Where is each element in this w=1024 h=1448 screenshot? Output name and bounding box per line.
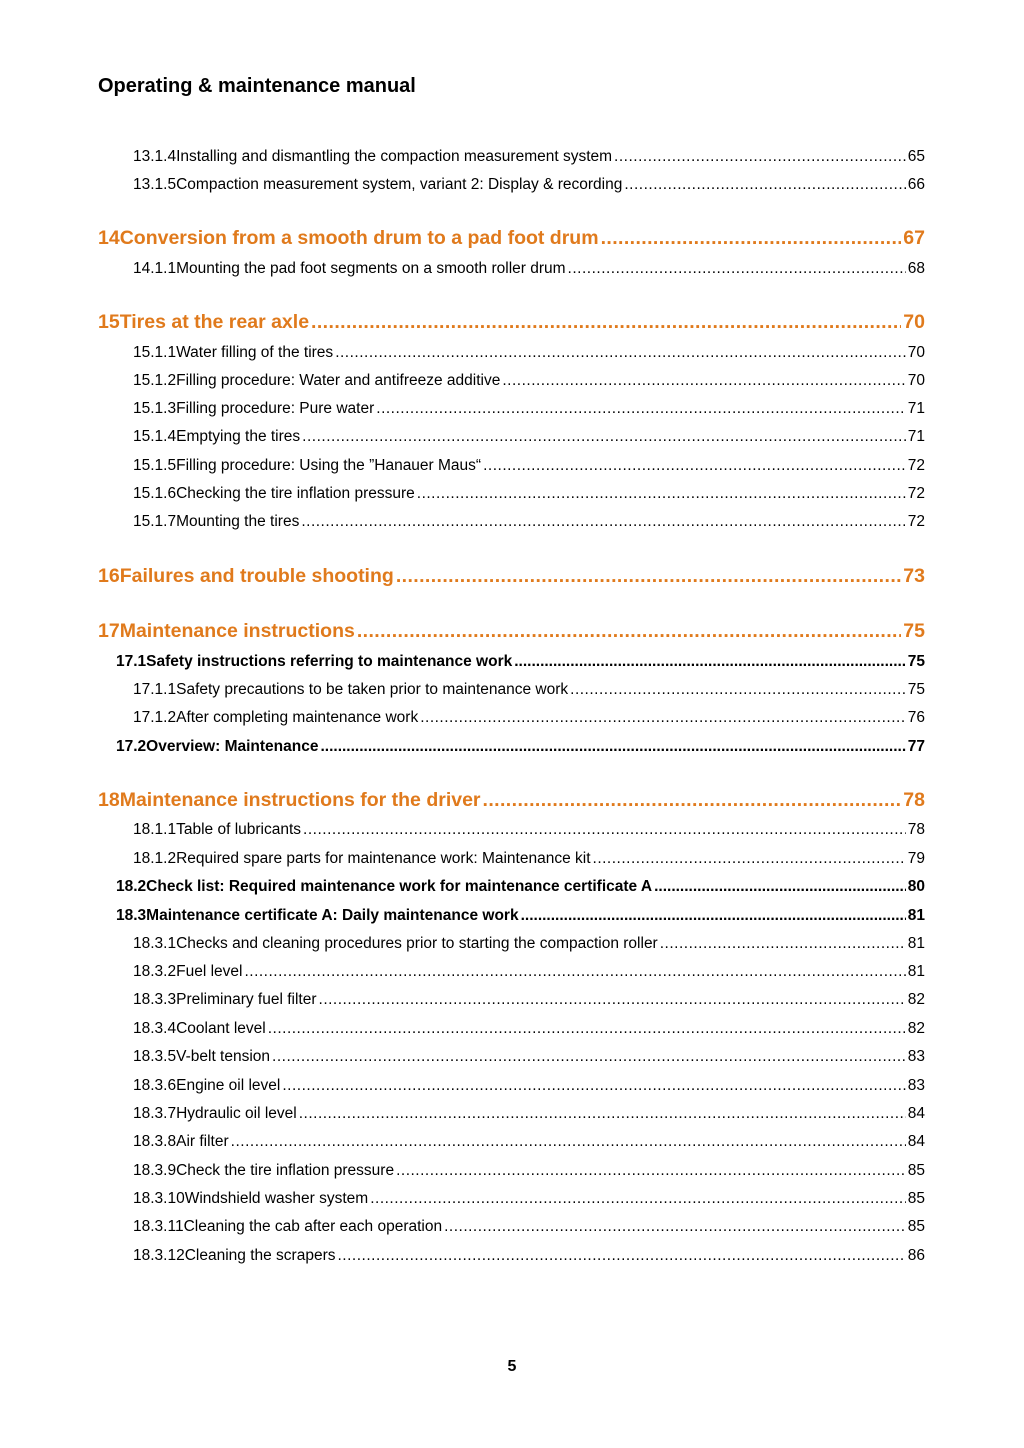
toc-chapter-entry[interactable]: [98, 620, 925, 646]
toc-subsection-entry[interactable]: [133, 400, 925, 420]
toc-entry-page: 83: [907, 1077, 925, 1094]
toc-entry-page: 82: [907, 1020, 925, 1037]
toc-entry-number: 18.3.8: [133, 1133, 177, 1150]
toc-entry-title: Cleaning the cab after each operation: [183, 1218, 443, 1235]
toc-entry-page: 71: [907, 400, 925, 417]
toc-dot-leader: [514, 653, 906, 671]
toc-entry-page: 66: [907, 176, 925, 193]
toc-entry-title: Tires at the rear axle: [119, 311, 310, 333]
toc-entry-page: 85: [907, 1218, 925, 1235]
document-header: Operating & maintenance manual: [98, 75, 416, 97]
toc-dot-leader: [272, 1048, 906, 1066]
toc-dot-leader: [483, 789, 902, 812]
toc-subsection-entry[interactable]: [133, 260, 925, 280]
toc-entry-page: 65: [907, 148, 925, 165]
toc-entry-title: Filling procedure: Water and antifreeze additive: [176, 372, 501, 389]
toc-entry-number: 15.1.3: [133, 400, 177, 417]
toc-entry-page: 84: [907, 1133, 925, 1150]
toc-entry-title: Windshield washer system: [184, 1190, 369, 1207]
toc-entry-number: 18.3.3: [133, 991, 177, 1008]
toc-entry-title: Overview: Maintenance: [146, 738, 319, 755]
toc-entry-number: 18.3.4: [133, 1020, 177, 1037]
toc-entry-number: 18.3.1: [133, 935, 177, 952]
toc-dot-leader: [396, 565, 901, 588]
toc-dot-leader: [444, 1218, 906, 1236]
toc-entry-number: 18.3.5: [133, 1048, 177, 1065]
toc-entry-page: 72: [907, 485, 925, 502]
toc-entry-number: 18.3.9: [133, 1162, 177, 1179]
toc-entry-page: 72: [907, 457, 925, 474]
toc-entry-title: V-belt tension: [176, 1048, 271, 1065]
toc-dot-leader: [370, 1190, 906, 1208]
toc-entry-number: 18.3.12: [133, 1247, 185, 1264]
toc-subsection-entry[interactable]: [133, 485, 925, 505]
toc-entry-title: Hydraulic oil level: [176, 1105, 297, 1122]
toc-dot-leader: [521, 907, 906, 925]
toc-entry-number: 15.1.6: [133, 485, 177, 502]
toc-subsection-entry[interactable]: [133, 457, 925, 477]
toc-dot-leader: [396, 1162, 906, 1180]
toc-dot-leader: [338, 1247, 906, 1265]
toc-entry-number: 18.1.2: [133, 850, 177, 867]
toc-entry-title: Table of lubricants: [176, 821, 302, 838]
toc-dot-leader: [301, 513, 905, 531]
toc-entry-number: 18: [98, 789, 120, 811]
toc-entry-page: 84: [907, 1105, 925, 1122]
toc-entry-number: 18.3.10: [133, 1190, 185, 1207]
toc-entry-number: 17.1: [116, 653, 147, 670]
toc-subsection-entry[interactable]: [133, 1190, 925, 1210]
toc-entry-title: Compaction measurement system, variant 2: Display & recording: [176, 176, 623, 193]
toc-entry-page: 85: [907, 1162, 925, 1179]
toc-subsection-entry[interactable]: [133, 1105, 925, 1125]
toc-entry-page: 86: [907, 1247, 925, 1264]
toc-entry-page: 68: [907, 260, 925, 277]
toc-dot-leader: [614, 148, 906, 166]
toc-entry-number: 15.1.1: [133, 344, 177, 361]
toc-entry-title: Failures and trouble shooting: [119, 565, 394, 587]
toc-entry-page: 72: [907, 513, 925, 530]
toc-entry-number: 14.1.1: [133, 260, 177, 277]
toc-dot-leader: [593, 850, 906, 868]
toc-section-entry[interactable]: [116, 907, 925, 927]
toc-subsection-entry[interactable]: [133, 991, 925, 1011]
toc-subsection-entry[interactable]: [133, 148, 925, 168]
toc-dot-leader: [568, 260, 906, 278]
toc-entry-number: 18.3.11: [133, 1218, 184, 1235]
toc-entry-page: 76: [907, 709, 925, 726]
toc-entry-title: Mounting the tires: [176, 513, 300, 530]
toc-entry-number: 17: [98, 620, 120, 642]
toc-dot-leader: [357, 620, 901, 643]
toc-chapter-entry[interactable]: [98, 311, 925, 337]
toc-entry-page: 79: [907, 850, 925, 867]
toc-dot-leader: [483, 457, 906, 475]
toc-section-entry[interactable]: [116, 878, 925, 898]
toc-subsection-entry[interactable]: [133, 935, 925, 955]
toc-dot-leader: [570, 681, 906, 699]
toc-entry-page: 81: [907, 935, 925, 952]
toc-entry-page: 75: [903, 620, 925, 642]
toc-entry-title: Check list: Required maintenance work for maintenance certificate A: [146, 878, 653, 895]
toc-entry-title: Mounting the pad foot segments on a smooth roller drum: [176, 260, 566, 277]
toc-subsection-entry[interactable]: [133, 344, 925, 364]
toc-subsection-entry[interactable]: [133, 428, 925, 448]
toc-dot-leader: [320, 738, 905, 756]
toc-dot-leader: [660, 935, 906, 953]
toc-entry-page: 83: [907, 1048, 925, 1065]
toc-entry-page: 70: [907, 372, 925, 389]
toc-chapter-entry[interactable]: [98, 227, 925, 253]
toc-subsection-entry[interactable]: [133, 513, 925, 533]
toc-entry-title: Cleaning the scrapers: [184, 1247, 336, 1264]
toc-dot-leader: [311, 311, 901, 334]
toc-chapter-entry[interactable]: [98, 565, 925, 591]
toc-subsection-entry[interactable]: [133, 709, 925, 729]
toc-dot-leader: [376, 400, 905, 418]
toc-entry-page: 80: [907, 878, 925, 895]
toc-entry-page: 85: [907, 1190, 925, 1207]
toc-entry-number: 17.2: [116, 738, 147, 755]
toc-entry-page: 67: [903, 227, 925, 249]
toc-dot-leader: [244, 963, 905, 981]
toc-dot-leader: [417, 485, 906, 503]
toc-subsection-entry[interactable]: [133, 1247, 925, 1267]
toc-entry-title: Checks and cleaning procedures prior to starting the compaction roller: [176, 935, 658, 952]
toc-entry-title: Safety instructions referring to maintenance work: [146, 653, 513, 670]
toc-entry-number: 13.1.5: [133, 176, 177, 193]
toc-dot-leader: [299, 1105, 906, 1123]
toc-entry-number: 15: [98, 311, 120, 333]
toc-dot-leader: [420, 709, 906, 727]
toc-section-entry[interactable]: [116, 738, 925, 758]
toc-entry-page: 73: [903, 565, 925, 587]
toc-entry-number: 18.3.2: [133, 963, 177, 980]
toc-dot-leader: [268, 1020, 906, 1038]
toc-entry-page: 78: [907, 821, 925, 838]
toc-subsection-entry[interactable]: [133, 681, 925, 701]
toc-entry-page: 78: [903, 789, 925, 811]
toc-entry-number: 13.1.4: [133, 148, 177, 165]
toc-entry-number: 18.3.7: [133, 1105, 177, 1122]
toc-subsection-entry[interactable]: [133, 1048, 925, 1068]
toc-entry-page: 70: [907, 344, 925, 361]
toc-entry-title: Preliminary fuel filter: [176, 991, 317, 1008]
toc-subsection-entry[interactable]: [133, 1218, 925, 1238]
toc-entry-number: 15.1.7: [133, 513, 177, 530]
toc-entry-title: Coolant level: [176, 1020, 266, 1037]
toc-entry-number: 18.1.1: [133, 821, 177, 838]
toc-entry-title: Maintenance instructions: [119, 620, 355, 642]
toc-entry-title: After completing maintenance work: [176, 709, 419, 726]
toc-subsection-entry[interactable]: [133, 821, 925, 841]
toc-entry-page: 71: [907, 428, 925, 445]
toc-entry-number: 14: [98, 227, 120, 249]
toc-entry-number: 15.1.5: [133, 457, 177, 474]
toc-entry-title: Maintenance certificate A: Daily maintenance work: [146, 907, 519, 924]
toc-dot-leader: [319, 991, 906, 1009]
toc-subsection-entry[interactable]: [133, 176, 925, 196]
toc-entry-number: 16: [98, 565, 120, 587]
toc-dot-leader: [231, 1133, 906, 1151]
toc-entry-page: 75: [907, 653, 925, 670]
toc-dot-leader: [654, 878, 906, 896]
toc-entry-number: 17.1.1: [133, 681, 177, 698]
toc-entry-number: 18.2: [116, 878, 147, 895]
toc-entry-title: Required spare parts for maintenance work: Maintenance kit: [176, 850, 591, 867]
toc-entry-title: Water filling of the tires: [176, 344, 334, 361]
toc-entry-page: 81: [907, 907, 925, 924]
toc-dot-leader: [282, 1077, 905, 1095]
toc-entry-page: 82: [907, 991, 925, 1008]
toc-entry-title: Conversion from a smooth drum to a pad foot drum: [119, 227, 599, 249]
toc-entry-page: 77: [907, 738, 925, 755]
toc-entry-title: Emptying the tires: [176, 428, 301, 445]
toc-entry-title: Maintenance instructions for the driver: [119, 789, 481, 811]
toc-entry-title: Engine oil level: [176, 1077, 281, 1094]
toc-entry-number: 17.1.2: [133, 709, 177, 726]
toc-dot-leader: [502, 372, 905, 390]
toc-entry-title: Checking the tire inflation pressure: [176, 485, 415, 502]
toc-subsection-entry[interactable]: [133, 1077, 925, 1097]
toc-dot-leader: [601, 227, 902, 250]
toc-entry-number: 18.3.6: [133, 1077, 177, 1094]
toc-entry-title: Check the tire inflation pressure: [176, 1162, 395, 1179]
toc-entry-title: Safety precautions to be taken prior to maintenance work: [176, 681, 569, 698]
toc-entry-title: Fuel level: [176, 963, 243, 980]
toc-entry-number: 15.1.2: [133, 372, 177, 389]
toc-subsection-entry[interactable]: [133, 850, 925, 870]
toc-dot-leader: [303, 821, 906, 839]
toc-dot-leader: [302, 428, 906, 446]
toc-subsection-entry[interactable]: [133, 372, 925, 392]
toc-dot-leader: [335, 344, 906, 362]
toc-entry-title: Filling procedure: Pure water: [176, 400, 375, 417]
toc-subsection-entry[interactable]: [133, 1162, 925, 1182]
toc-entry-page: 81: [907, 963, 925, 980]
toc-entry-title: Filling procedure: Using the ”Hanauer Maus“: [176, 457, 482, 474]
toc-subsection-entry[interactable]: [133, 1020, 925, 1040]
toc-entry-number: 18.3: [116, 907, 147, 924]
toc-entry-number: 15.1.4: [133, 428, 177, 445]
toc-entry-page: 70: [903, 311, 925, 333]
toc-entry-page: 75: [907, 681, 925, 698]
toc-subsection-entry[interactable]: [133, 963, 925, 983]
toc-subsection-entry[interactable]: [133, 1133, 925, 1153]
toc-chapter-entry[interactable]: [98, 789, 925, 815]
toc-section-entry[interactable]: [116, 653, 925, 673]
toc-entry-title: Air filter: [176, 1133, 229, 1150]
toc-dot-leader: [624, 176, 905, 194]
page-number: 5: [507, 1358, 517, 1375]
toc-entry-title: Installing and dismantling the compaction measurement system: [176, 148, 613, 165]
